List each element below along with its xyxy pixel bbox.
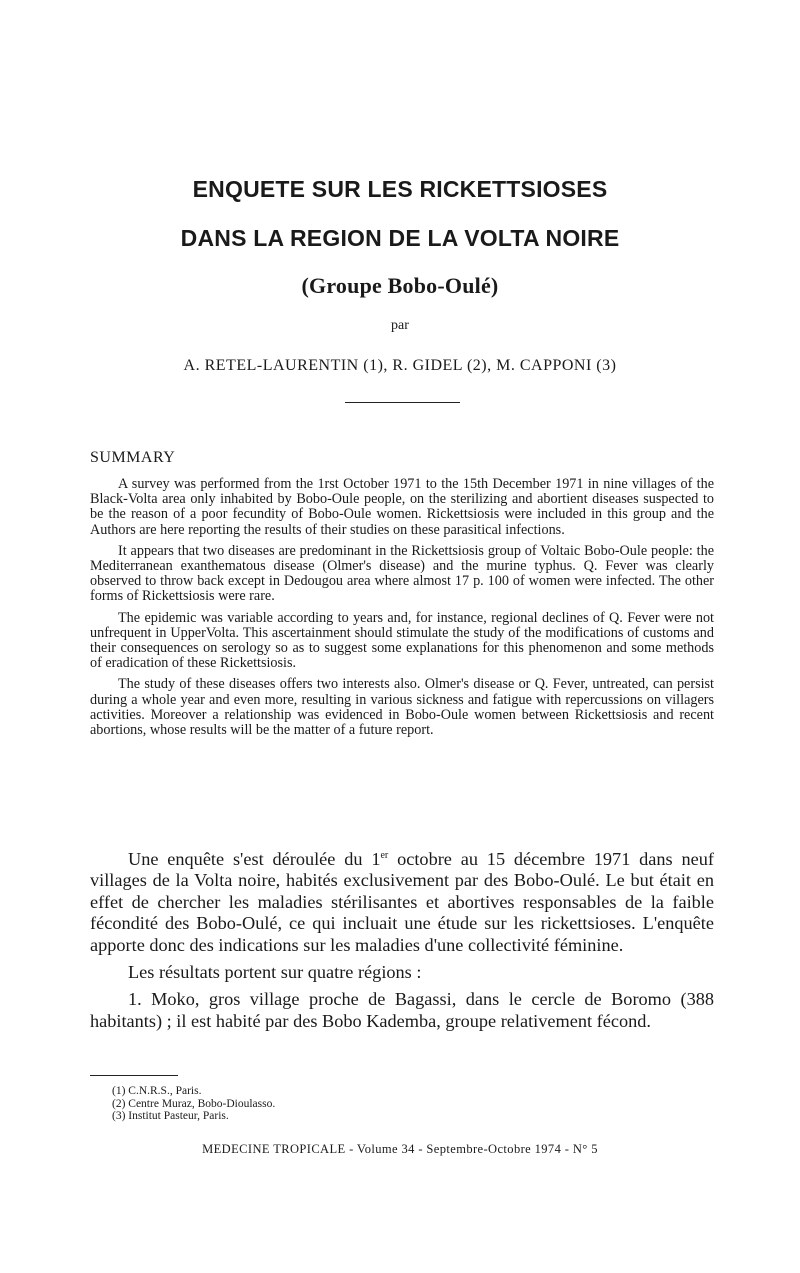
ordinal-superscript: er	[380, 849, 389, 861]
body-p1-start: Une enquête s'est déroulée du 1	[128, 849, 381, 869]
body-p1-rest: octobre au 15 décembre 1971 dans neuf villages de la Volta noire, habités exclusivement par des Bobo-Oulé. Le but était en effet de chercher les maladies stérilisantes et abortives responsables de la faible fécondité des Bobo-Oulé, ce qui incluait une étude sur les rickettsioses. L'enquête apporte donc des indications sur les maladies d'une collectivité féminine.	[90, 849, 714, 955]
journal-footer: MEDECINE TROPICALE - Volume 34 - Septembre-Octobre 1974 - N° 5	[202, 1142, 598, 1156]
footnotes	[112, 1085, 275, 1123]
footnote: (2) Centre Muraz, Bobo-Dioulasso.	[112, 1097, 276, 1110]
subtitle: (Groupe Bobo-Oulé)	[301, 273, 499, 298]
title-line-1: ENQUETE SUR LES RICKETTSIOSES	[192, 176, 608, 202]
title-line-2: DANS LA REGION DE LA VOLTA NOIRE	[180, 225, 620, 251]
summary-paragraph: The study of these diseases offers two interests also. Olmer's disease or Q. Fever, untreated, can persist during a whole year and even more, resulting in various sickness and fatigue with repercussions on villagers activities. Moreover a relationship was evidenced in Bobo-Oule women between Rickettsiosis and recent abortions, whose results will be the matter of a future report.	[90, 676, 714, 739]
body-paragraph: 1. Moko, gros village proche de Bagassi, dans le cercle de Boromo (388 habitants) ; il est habité par des Bobo Kademba, groupe relativement fécond.	[90, 989, 714, 1031]
summary-paragraph: The epidemic was variable according to years and, for instance, regional declines of Q. Fever were not unfrequent in UpperVolta. This ascertainment should stimulate the study of the modifications of customs and their consequences on serology so as to suggest some explanations for this phenomenon and some methods of eradication of these Rickettsiosis.	[90, 609, 714, 672]
authors: A. RETEL-LAURENTIN (1), R. GIDEL (2), M. CAPPONI (3)	[183, 357, 617, 374]
by-label: par	[391, 318, 409, 333]
body-text	[90, 849, 714, 1038]
summary-paragraph: It appears that two diseases are predominant in the Rickettsiosis group of Voltaic Bobo-Oule people: the Mediterranean exanthematous disease (Olmer's disease) and the murine typhus. Q. Fever was clearly observed to throw back except in Dedougou area where almost 17 p. 100 of women were infected. The other forms of Rickettsiosis were rare.	[90, 542, 714, 605]
title-divider	[345, 402, 460, 403]
summary-heading: SUMMARY	[90, 449, 176, 466]
summary	[90, 477, 714, 744]
footnote-divider	[90, 1075, 178, 1076]
body-paragraph: Les résultats portent sur quatre régions :	[128, 962, 422, 983]
footnote: (3) Institut Pasteur, Paris.	[112, 1110, 229, 1122]
body-paragraph	[90, 849, 714, 956]
footnote: (1) C.N.R.S., Paris.	[112, 1085, 202, 1097]
summary-paragraph: A survey was performed from the 1rst October 1971 to the 15th December 1971 in nine villages of the Black-Volta area only inhabited by Bobo-Oule people, on the sterilizing and abortient diseases suspected to be the reason of a poor fecundity of Bobo-Oule women. Rickettsiosis were included in this group and the Authors are here reporting the results of their studies on these parasitical infections.	[90, 476, 714, 538]
